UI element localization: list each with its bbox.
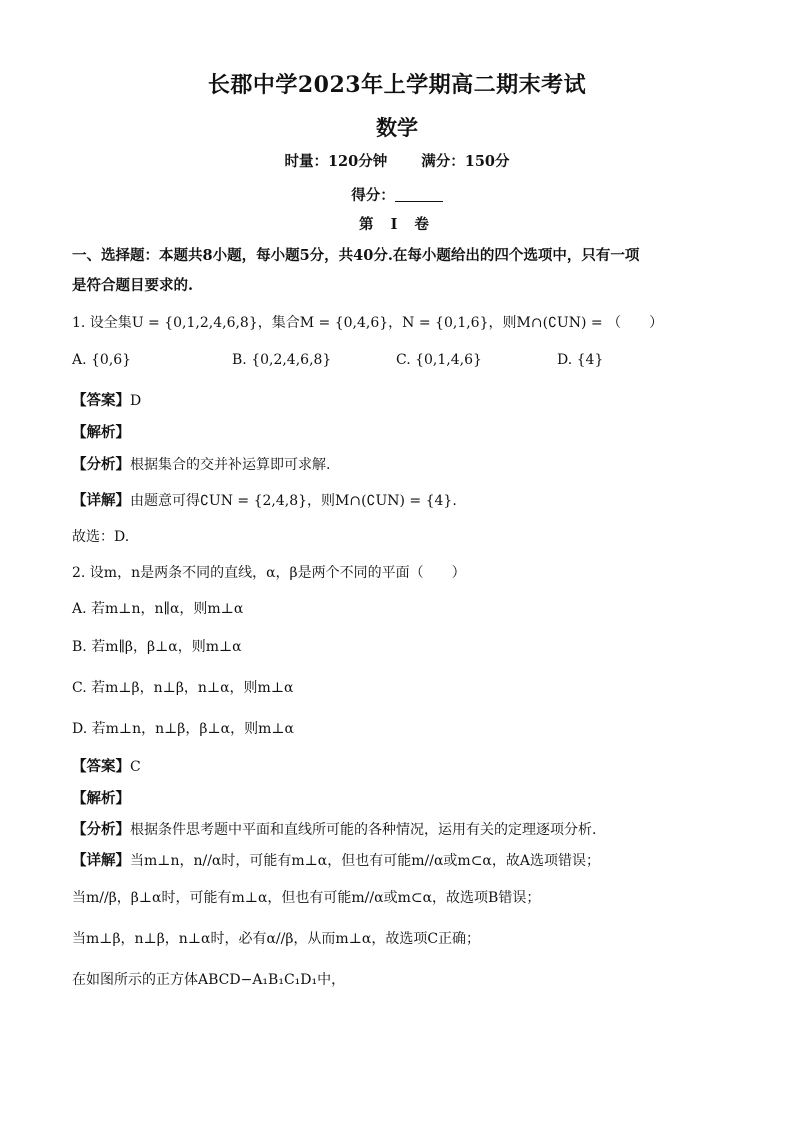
q2-xiangjie-line4: 在如图所示的正方体ABCD−A₁B₁C₁D₁中， (72, 972, 346, 988)
q1-set-m: M = {0,4,6} (299, 315, 389, 331)
q1-xiangjie-pre: 由题意可得 (130, 493, 200, 509)
q2-analysis-label: 【解析】 (72, 790, 130, 807)
q1-stem (72, 312, 732, 332)
volume-label: 第 Ⅰ 卷 (359, 216, 435, 233)
q1-text-2: ， (388, 315, 403, 331)
q1-answer-label: 【答案】 (72, 392, 130, 409)
score-field (0, 184, 794, 205)
q2-answer-value: C (130, 759, 141, 775)
time-limit: 时量：120分钟 (284, 153, 388, 170)
q2-stem: 2. 设m，n是两条不同的直线，α，β是两个不同的平面（ ） (72, 565, 466, 581)
q2-answer (72, 755, 732, 776)
q1-xiangjie-expr1: ∁UN = {2,4,8} (200, 493, 308, 509)
q1-option-c: C. {0,1,4,6} (396, 352, 482, 368)
q2-xiangjie-line1 (72, 849, 732, 870)
q1-xiangjie-expr2: M∩(∁UN) = {4} (335, 493, 453, 509)
q2-xiangjie-line2: 当m//β，β⊥α时，可能有m⊥α，但也有可能m//α或m⊂α，故选项B错误； (72, 890, 541, 906)
q1-choice: 故选：D. (72, 529, 130, 545)
q1-num: 1. 设全集 (72, 315, 132, 331)
q1-expression: M∩(∁UN) = (516, 315, 603, 331)
q2-option-a: A. 若m⊥n，n∥α，则m⊥α (72, 601, 244, 617)
q1-xiangjie-label: 【详解】 (72, 492, 130, 509)
q1-xiangjie-mid: ，则 (307, 493, 336, 509)
section-heading-line2: 是符合题目要求的. (72, 277, 194, 294)
q1-option-a: A. {0,6} (72, 352, 132, 368)
score-label: 得分： (351, 187, 395, 204)
q1-analysis-label: 【解析】 (72, 424, 130, 441)
exam-title: 长郡中学2023年上学期高二期末考试 (207, 72, 587, 98)
q1-text-1: ，集合 (257, 315, 300, 331)
q2-fenxi (72, 818, 732, 839)
q1-text-3: ，则 (488, 315, 517, 331)
q1-fenxi (72, 453, 732, 474)
q1-set-u: U = {0,1,2,4,6,8} (131, 315, 258, 331)
q2-fenxi-label: 【分析】 (72, 821, 130, 838)
q1-option-d: D. {4} (557, 352, 604, 368)
score-blank (395, 187, 443, 202)
q1-paren: （ ） (607, 315, 664, 331)
q1-answer (72, 389, 732, 410)
q2-xiangjie-line3: 当m⊥β，n⊥β，n⊥α时，必有α//β，从而m⊥α，故选项C正确； (72, 931, 481, 947)
q1-answer-value: D (130, 393, 142, 409)
q1-option-b: B. {0,2,4,6,8} (232, 352, 332, 368)
q1-xiangjie (72, 489, 732, 510)
q2-answer-label: 【答案】 (72, 758, 130, 775)
section-heading-line1: 一、选择题：本题共8小题，每小题5分，共40分.在每小题给出的四个选项中，只有一项 (72, 247, 640, 264)
full-score: 满分：150分 (421, 153, 510, 170)
q2-option-c: C. 若m⊥β，n⊥β，n⊥α，则m⊥α (72, 680, 294, 696)
q1-xiangjie-end: . (452, 493, 457, 509)
q2-xiangjie-label: 【详解】 (72, 852, 130, 869)
q2-fenxi-text: 根据条件思考题中平面和直线所可能的各种情况，运用有关的定理逐项分析. (130, 822, 597, 838)
q1-fenxi-label: 【分析】 (72, 456, 130, 473)
q2-option-b: B. 若m∥β，β⊥α，则m⊥α (72, 639, 242, 655)
exam-meta (0, 150, 794, 171)
q1-fenxi-text: 根据集合的交并补运算即可求解. (130, 457, 331, 473)
subject-title: 数学 (376, 115, 418, 140)
q2-option-d: D. 若m⊥n，n⊥β，β⊥α，则m⊥α (72, 721, 294, 737)
q1-set-n: N = {0,1,6} (402, 315, 489, 331)
q2-xiangjie-text1: 当m⊥n，n//α时，可能有m⊥α，但也有可能m//α或m⊂α，故A选项错误； (130, 853, 600, 869)
